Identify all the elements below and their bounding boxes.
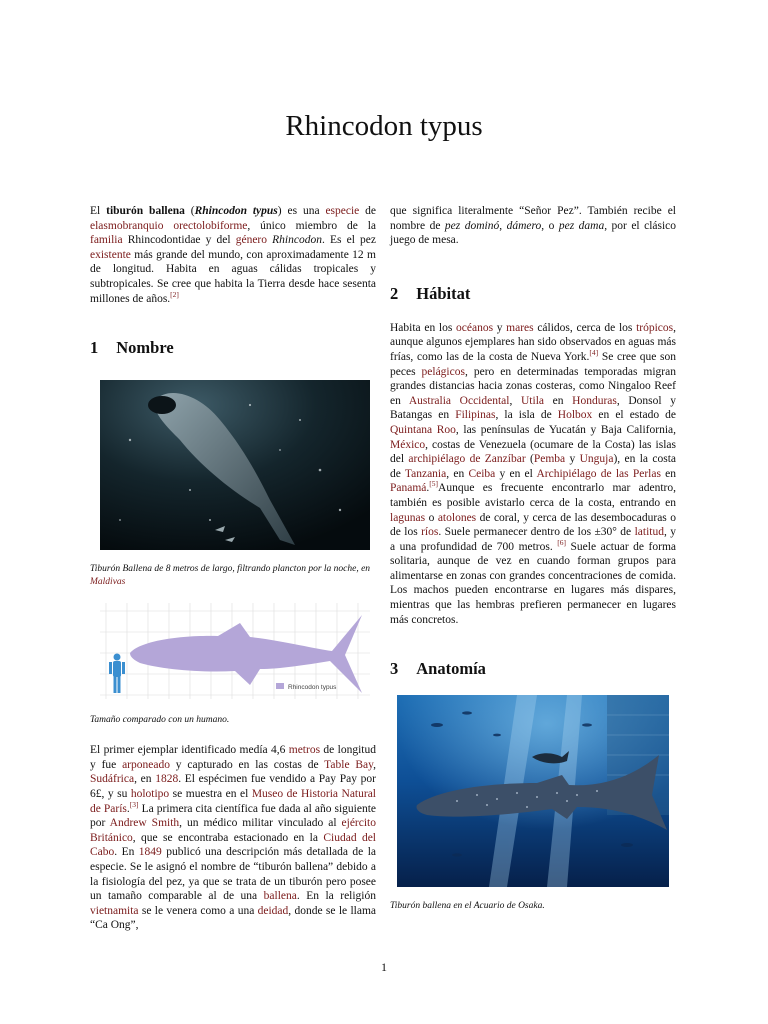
link-archipielago-zanzibar[interactable]: archipiélago de Zanzíbar xyxy=(408,453,526,466)
text: , pero en determinadas temporadas migran grandes distancias hacia zonas costeras, como Ningaloo Reef en xyxy=(390,365,676,407)
link-especie[interactable]: especie xyxy=(325,205,360,217)
link-latitud[interactable]: latitud xyxy=(634,526,664,539)
link-tanzania[interactable]: Tanzania xyxy=(404,467,447,480)
link-metros[interactable]: metros xyxy=(288,744,321,757)
link-orectolobiforme[interactable]: orectolobiforme xyxy=(173,219,248,232)
link-sudafrica[interactable]: Sudáfrica xyxy=(90,773,135,786)
figure-whale-shark-night xyxy=(100,380,376,550)
link-ciudad-del-cabo[interactable]: Ciudad del Cabo xyxy=(90,831,377,859)
text: ( xyxy=(525,453,534,466)
left-column xyxy=(90,204,376,933)
text: , Donsol y Batangas en xyxy=(390,394,676,422)
text: El primer ejemplar identificado medía 4,6 xyxy=(90,744,289,757)
link-genero[interactable]: género xyxy=(235,234,268,247)
figure1-caption xyxy=(90,563,376,589)
link-unguja[interactable]: Unguja xyxy=(579,453,614,466)
text: , o xyxy=(541,219,559,232)
link-vietnamita[interactable]: vietnamita xyxy=(90,904,139,917)
right-column xyxy=(390,204,676,913)
link-honduras[interactable]: Honduras xyxy=(572,394,617,407)
text: , que se encontraba estacionado en la xyxy=(132,831,324,844)
link-holbox[interactable]: Holbox xyxy=(557,409,593,422)
text: más grande del mundo, con aproximadamente 12 m de longitud. Habita en aguas cálidas tropicales y subtropicales. Se cree que habita la Tierra desde hace sesenta millones de años. xyxy=(90,248,376,305)
text: . En la religión xyxy=(296,890,377,903)
text: que significa literalmente “Señor Pez”. También recibe el nombre de xyxy=(390,205,676,232)
section-heading-nombre xyxy=(90,338,376,358)
text: , aunque algunos ejemplares han sido observados en aguas más frías, como las de la costa de Nueva York. xyxy=(390,321,676,363)
section-title: Hábitat xyxy=(416,283,471,303)
text: , xyxy=(509,394,521,407)
link-existente[interactable]: existente xyxy=(90,248,131,261)
text: , único miembro de la xyxy=(247,219,376,232)
link-ejercito-britanico[interactable]: ejército Británico xyxy=(90,817,376,844)
italic-term: dámero xyxy=(506,219,542,232)
text: , por el clásico juego de mesa. xyxy=(390,219,677,247)
text: cálidos, cerca de los xyxy=(533,321,637,334)
text: , un médico militar vinculado al xyxy=(179,817,342,830)
text: y xyxy=(565,453,580,466)
text: , y a una profundidad de 700 metros. xyxy=(390,526,677,553)
text: de xyxy=(359,205,377,217)
link-mexico[interactable]: México xyxy=(390,438,426,451)
link-tropicos[interactable]: trópicos xyxy=(636,321,674,334)
text: La primera cita científica fue dada al año siguiente por xyxy=(90,802,377,830)
text: , xyxy=(373,758,377,771)
text: se le venera como a una xyxy=(138,904,258,917)
link-ceiba[interactable]: Ceiba xyxy=(468,467,496,480)
link-australia-occidental[interactable]: Australia Occidental xyxy=(408,394,510,407)
link-panama[interactable]: Panamá xyxy=(390,482,427,495)
bold-term: tiburón ballena xyxy=(106,205,185,217)
osaka-aquarium-photo[interactable] xyxy=(397,695,669,887)
link-pelagicos[interactable]: pelágicos xyxy=(421,365,465,378)
page-title: Rhincodon typus xyxy=(285,110,483,142)
habitat-paragraph xyxy=(390,321,676,627)
whale-shark-night-photo[interactable] xyxy=(100,380,370,550)
reference-3[interactable]: [3] xyxy=(129,799,139,809)
text: Habita en los xyxy=(390,321,456,334)
link-1849[interactable]: 1849 xyxy=(138,846,162,859)
text: . Es el pez xyxy=(321,234,377,247)
figure2-caption: Tamaño comparado con un humano. xyxy=(90,715,230,726)
text: . xyxy=(126,802,130,815)
figure3-caption: Tiburón ballena en el Acuario de Osaka. xyxy=(390,901,545,912)
link-atolones[interactable]: atolones xyxy=(437,511,477,524)
figure-osaka-aquarium xyxy=(397,695,676,887)
link-lagunas[interactable]: lagunas xyxy=(390,511,426,524)
section-title: Anatomía xyxy=(416,659,486,679)
text: , las penínsulas de Yucatán y Baja California, xyxy=(455,423,676,436)
italic-term: pez dama xyxy=(558,219,605,232)
section-title: Nombre xyxy=(116,338,174,358)
text: , la isla de xyxy=(495,409,558,422)
link-elasmobranquio[interactable]: elasmobranquio xyxy=(90,219,164,232)
text: en xyxy=(544,394,573,407)
text: publicó una descripción más detallada de la especie. Se le asignó el nombre de “tiburón ballena” debido a la fisiología del pez, ya que se trata de un tiburón pero posee un tamaño comparable al de una xyxy=(90,846,376,903)
reference-5[interactable]: [5] xyxy=(429,479,439,489)
text: . Suele permanecer dentro de los ±30° de xyxy=(438,526,635,539)
section-number: 1 xyxy=(90,338,99,358)
link-arponeado[interactable]: arponeado xyxy=(122,758,170,771)
text: Se cree que son peces xyxy=(390,350,676,378)
text: y xyxy=(493,321,507,334)
section-heading-anatomia xyxy=(390,659,676,679)
genus-name: Rhincodon xyxy=(272,234,322,247)
reference-2[interactable]: [2] xyxy=(170,289,179,299)
figure-size-comparison xyxy=(100,603,376,699)
text: , costas de Venezuela (ocumare de la Costa) las islas del xyxy=(390,438,676,466)
intro-paragraph xyxy=(90,204,376,306)
link-rios[interactable]: ríos xyxy=(421,526,439,539)
size-comparison-diagram[interactable] xyxy=(100,603,370,699)
text: , en xyxy=(134,773,156,786)
text: , en xyxy=(446,467,469,480)
link-holotipo[interactable]: holotipo xyxy=(130,787,170,800)
text: Rhincodontidae y del xyxy=(122,234,236,247)
nombre-paragraph xyxy=(90,743,376,933)
text: ), en la costa de xyxy=(390,453,676,480)
text: en xyxy=(660,467,677,480)
text xyxy=(163,220,173,232)
reference-6[interactable]: [6] xyxy=(557,537,567,547)
scientific-name: Rhincodon typus xyxy=(194,205,278,217)
link-filipinas[interactable]: Filipinas xyxy=(455,409,496,422)
text: en el estado de xyxy=(592,409,677,422)
nombre-continued-paragraph xyxy=(390,204,676,248)
link-mares[interactable]: mares xyxy=(506,321,534,334)
link-table-bay[interactable]: Table Bay xyxy=(324,758,374,771)
text: de longitud y fue xyxy=(90,744,376,771)
text: o xyxy=(425,511,438,524)
page-number: 1 xyxy=(381,960,387,974)
reference-4[interactable]: [4] xyxy=(589,348,599,358)
section-heading-habitat xyxy=(390,284,676,304)
text: se muestra en el xyxy=(169,787,252,800)
link-oceanos[interactable]: océanos xyxy=(456,321,494,334)
text: . xyxy=(426,482,430,495)
link-pemba[interactable]: Pemba xyxy=(533,453,566,466)
text: Aunque es frecuente encontrarlo mar adentro, también es posible avistarlo cerca de la costa, entrando en xyxy=(390,482,676,509)
text: , donde se le llama “Ca Ong”, xyxy=(90,904,376,932)
text: , xyxy=(499,219,507,232)
section-number: 3 xyxy=(390,659,399,679)
text: . El espécimen fue vendido a Pay Pay por 6£, y su xyxy=(90,773,376,800)
text: y capturado en las costas de xyxy=(169,758,325,771)
link-museo-historia-natural[interactable]: Museo de Historia Natural de París xyxy=(90,787,376,815)
link-1828[interactable]: 1828 xyxy=(155,773,179,786)
link-familia[interactable]: familia xyxy=(90,234,123,247)
link-archipielago-perlas[interactable]: Archipiélago de las Perlas xyxy=(536,467,661,480)
italic-term: pez dominó xyxy=(444,219,500,232)
section-number: 2 xyxy=(390,283,399,303)
size-legend-label: Rhincodon typus xyxy=(288,684,337,692)
text: de coral, y cerca de las desembocaduras o de los xyxy=(390,511,676,539)
text: Suele actuar de forma solitaria, aunque de vez en cuando forman grupos para alimentarse en zonas con grandes concentraciones de comida. Los machos pueden encontrarse en lugares más dispares, mientras que las hembras prefieren permanecer en lugares más concretos. xyxy=(390,540,677,626)
link-maldivas[interactable]: Maldivas xyxy=(90,577,126,588)
link-andrew-smith[interactable]: Andrew Smith xyxy=(109,817,180,830)
text: ( xyxy=(184,205,195,217)
caption-text: Tiburón Ballena de 8 metros de largo, filtrando plancton por la noche, en xyxy=(90,564,371,575)
text: El xyxy=(90,205,107,217)
link-quintana-roo[interactable]: Quintana Roo xyxy=(390,423,456,436)
text: . En xyxy=(114,846,139,859)
link-deidad[interactable]: deidad xyxy=(257,904,289,917)
link-ballena[interactable]: ballena xyxy=(263,890,297,903)
text: y en el xyxy=(495,467,537,480)
text: ) es una xyxy=(277,205,326,217)
link-utila[interactable]: Utila xyxy=(521,394,544,407)
